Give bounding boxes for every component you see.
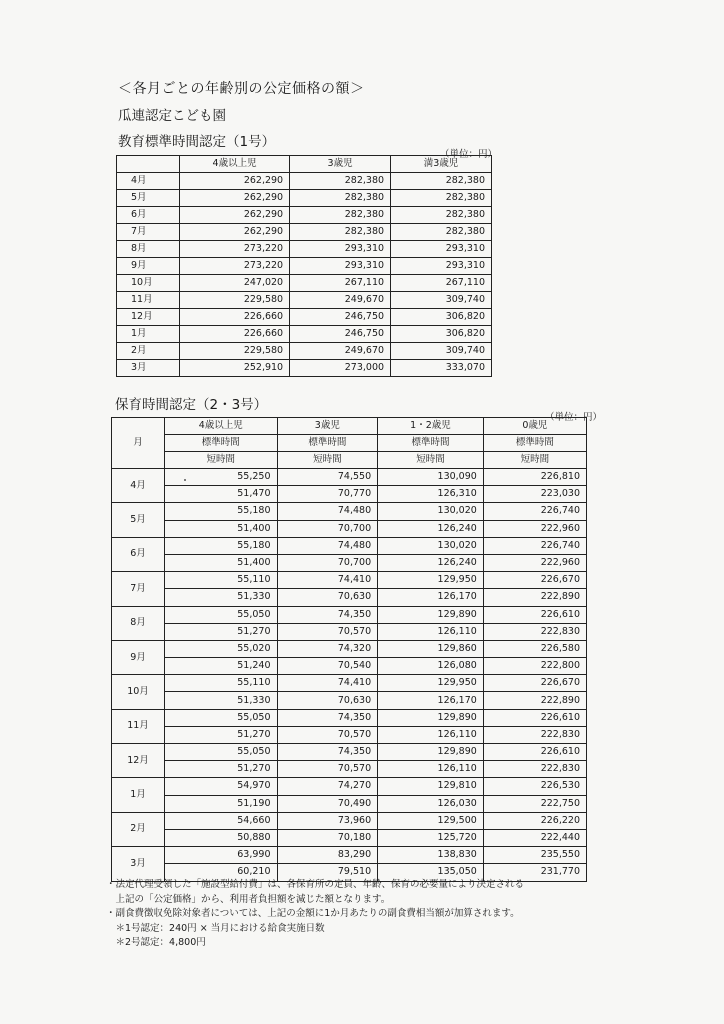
price-cell: 246,750	[290, 309, 391, 326]
note-line: ・法定代理受領した「施設型給付費」は、各保育所の定員、年齢、保育の必要量により決定される	[106, 879, 525, 890]
standard-price-cell: 55,250	[165, 469, 278, 486]
price-cell: 273,000	[290, 360, 391, 377]
table-row	[117, 173, 492, 190]
table-row	[112, 658, 587, 675]
table-row	[117, 224, 492, 241]
short-price-cell: 222,960	[483, 520, 586, 537]
short-price-cell: 223,030	[483, 486, 586, 503]
table-row	[112, 692, 587, 709]
price-cell: 262,290	[180, 207, 290, 224]
table-row	[112, 744, 587, 761]
month-cell: 5月	[117, 190, 180, 207]
month-cell: 4月	[112, 469, 165, 503]
price-cell: 293,310	[391, 241, 492, 258]
short-price-cell: 126,170	[378, 692, 484, 709]
short-price-cell: 70,180	[277, 829, 378, 846]
column-header: 満3歳児	[391, 156, 492, 173]
standard-price-cell: 55,020	[165, 640, 278, 657]
short-price-cell: 79,510	[277, 864, 378, 881]
price-cell: 262,290	[180, 224, 290, 241]
price-cell: 282,380	[290, 224, 391, 241]
month-cell: 12月	[112, 744, 165, 778]
month-cell: 10月	[117, 275, 180, 292]
short-price-cell: 222,960	[483, 554, 586, 571]
standard-price-cell: 73,960	[277, 812, 378, 829]
month-cell: 1月	[117, 326, 180, 343]
standard-price-cell: 74,410	[277, 572, 378, 589]
price-cell: 282,380	[290, 190, 391, 207]
price-cell: 282,380	[391, 224, 492, 241]
price-cell: 333,070	[391, 360, 492, 377]
price-cell: 293,310	[290, 241, 391, 258]
price-cell: 262,290	[180, 190, 290, 207]
table-row	[117, 309, 492, 326]
table-row	[112, 778, 587, 795]
short-price-cell: 222,800	[483, 658, 586, 675]
price-cell: 229,580	[180, 292, 290, 309]
price-cell: 282,380	[391, 207, 492, 224]
short-price-cell: 126,240	[378, 520, 484, 537]
table-row	[117, 258, 492, 275]
table-row	[112, 640, 587, 657]
standard-price-cell: 130,020	[378, 503, 484, 520]
table-row	[117, 207, 492, 224]
price-cell: 293,310	[290, 258, 391, 275]
short-price-cell: 222,830	[483, 623, 586, 640]
short-price-cell: 125,720	[378, 829, 484, 846]
price-cell: 226,660	[180, 326, 290, 343]
table-row	[112, 726, 587, 743]
standard-price-cell: 74,480	[277, 503, 378, 520]
month-cell: 1月	[112, 778, 165, 812]
standard-price-cell: 226,670	[483, 675, 586, 692]
short-price-cell: 70,570	[277, 761, 378, 778]
column-header	[117, 156, 180, 173]
price-cell: 282,380	[391, 173, 492, 190]
short-price-cell: 222,750	[483, 795, 586, 812]
standard-time-label: 標準時間	[165, 435, 278, 452]
section1-unit: （単位：円）	[440, 149, 498, 160]
standard-price-cell: 129,890	[378, 606, 484, 623]
note-line: ＊2号認定：4,800円	[106, 937, 206, 948]
table-row	[112, 572, 587, 589]
short-price-cell: 126,080	[378, 658, 484, 675]
short-time-label: 短時間	[165, 452, 278, 469]
month-cell: 11月	[112, 709, 165, 743]
short-price-cell: 51,240	[165, 658, 278, 675]
month-cell: 3月	[117, 360, 180, 377]
standard-price-cell: 55,050	[165, 709, 278, 726]
short-price-cell: 51,400	[165, 554, 278, 571]
table-row	[112, 709, 587, 726]
standard-price-cell: 74,550	[277, 469, 378, 486]
standard-price-cell: 74,320	[277, 640, 378, 657]
short-time-label: 短時間	[277, 452, 378, 469]
price-cell: 249,670	[290, 343, 391, 360]
document-title: ＜各月ごとの年齢別の公定価格の額＞	[118, 81, 365, 97]
standard-price-cell: 129,950	[378, 675, 484, 692]
price-cell: 273,220	[180, 241, 290, 258]
column-header: 3歳児	[277, 418, 378, 435]
table-row	[112, 503, 587, 520]
short-time-label: 短時間	[378, 452, 484, 469]
table-header-row	[112, 435, 587, 452]
section2-heading: 保育時間認定（2・3号）	[115, 397, 268, 413]
short-price-cell: 222,890	[483, 692, 586, 709]
price-cell: 249,670	[290, 292, 391, 309]
standard-price-cell: 74,480	[277, 537, 378, 554]
short-price-cell: 50,880	[165, 829, 278, 846]
column-header: 4歳以上児	[180, 156, 290, 173]
table-row	[117, 275, 492, 292]
price-cell: 306,820	[391, 309, 492, 326]
short-price-cell: 51,330	[165, 692, 278, 709]
price-cell: 247,020	[180, 275, 290, 292]
month-cell: 11月	[117, 292, 180, 309]
standard-price-cell: 226,740	[483, 537, 586, 554]
short-price-cell: 51,270	[165, 726, 278, 743]
month-header: 月	[112, 418, 165, 469]
month-cell: 9月	[112, 640, 165, 674]
price-cell: 309,740	[391, 292, 492, 309]
short-price-cell: 51,270	[165, 623, 278, 640]
price-cell: 267,110	[290, 275, 391, 292]
section2-unit: （単位：円）	[545, 412, 603, 423]
standard-price-cell: 55,180	[165, 503, 278, 520]
table-row	[117, 343, 492, 360]
table-header-row	[112, 418, 587, 435]
short-price-cell: 51,330	[165, 589, 278, 606]
short-price-cell: 51,400	[165, 520, 278, 537]
standard-price-cell: 129,890	[378, 709, 484, 726]
short-price-cell: 70,630	[277, 692, 378, 709]
standard-price-cell: 74,410	[277, 675, 378, 692]
standard-price-cell: 130,020	[378, 537, 484, 554]
price-cell: 273,220	[180, 258, 290, 275]
standard-price-cell: 226,530	[483, 778, 586, 795]
standard-price-cell: 226,610	[483, 744, 586, 761]
month-cell: 7月	[117, 224, 180, 241]
short-time-label: 短時間	[483, 452, 586, 469]
column-header: 1・2歳児	[378, 418, 484, 435]
standard-price-cell: 55,050	[165, 744, 278, 761]
table-row	[112, 847, 587, 864]
month-cell: 6月	[117, 207, 180, 224]
table-row	[112, 537, 587, 554]
price-cell: 262,290	[180, 173, 290, 190]
table-row	[112, 761, 587, 778]
table-row	[112, 554, 587, 571]
short-price-cell: 70,540	[277, 658, 378, 675]
table-row	[117, 190, 492, 207]
standard-price-cell: 74,350	[277, 709, 378, 726]
standard-price-cell: 226,610	[483, 709, 586, 726]
standard-price-cell: 129,890	[378, 744, 484, 761]
standard-price-cell: 226,220	[483, 812, 586, 829]
price-cell: 267,110	[391, 275, 492, 292]
table-row	[112, 795, 587, 812]
month-cell: 2月	[117, 343, 180, 360]
column-header: 0歳児	[483, 418, 586, 435]
standard-price-cell: 226,740	[483, 503, 586, 520]
short-price-cell: 70,700	[277, 520, 378, 537]
short-price-cell: 222,830	[483, 726, 586, 743]
short-price-cell: 126,310	[378, 486, 484, 503]
table-header-row	[117, 156, 492, 173]
price-cell: 282,380	[290, 173, 391, 190]
table-header-row	[112, 452, 587, 469]
table-row	[112, 589, 587, 606]
standard-price-cell: 74,350	[277, 744, 378, 761]
short-price-cell: 222,830	[483, 761, 586, 778]
standard-price-cell: 129,500	[378, 812, 484, 829]
standard-price-cell: 63,990	[165, 847, 278, 864]
month-cell: 7月	[112, 572, 165, 606]
notes	[106, 878, 524, 951]
table-row	[112, 675, 587, 692]
table-row	[117, 292, 492, 309]
short-price-cell: 70,570	[277, 623, 378, 640]
short-price-cell: 51,270	[165, 761, 278, 778]
standard-price-cell: 226,610	[483, 606, 586, 623]
short-price-cell: 135,050	[378, 864, 484, 881]
month-cell: 6月	[112, 537, 165, 571]
short-price-cell: 222,440	[483, 829, 586, 846]
price-cell: 309,740	[391, 343, 492, 360]
table-row	[112, 486, 587, 503]
table-row	[112, 606, 587, 623]
standard-price-cell: 55,110	[165, 572, 278, 589]
table-row	[112, 520, 587, 537]
short-price-cell: 126,110	[378, 761, 484, 778]
table-row	[117, 241, 492, 258]
short-price-cell: 126,030	[378, 795, 484, 812]
standard-time-label: 標準時間	[277, 435, 378, 452]
short-price-cell: 70,570	[277, 726, 378, 743]
standard-price-cell: 55,110	[165, 675, 278, 692]
price-cell: 229,580	[180, 343, 290, 360]
short-price-cell: 222,890	[483, 589, 586, 606]
price-cell: 293,310	[391, 258, 492, 275]
table-row	[117, 360, 492, 377]
month-cell: 3月	[112, 847, 165, 881]
standard-price-cell: 74,270	[277, 778, 378, 795]
month-cell: 10月	[112, 675, 165, 709]
section1-heading: 教育標準時間認定（1号）	[118, 134, 276, 150]
column-header: 3歳児	[290, 156, 391, 173]
short-price-cell: 126,110	[378, 726, 484, 743]
standard-price-cell: 83,290	[277, 847, 378, 864]
standard-price-cell: 129,810	[378, 778, 484, 795]
month-cell: 5月	[112, 503, 165, 537]
standard-price-cell: 129,950	[378, 572, 484, 589]
education-price-table	[116, 155, 492, 377]
price-cell: 306,820	[391, 326, 492, 343]
facility-name: 瓜連認定こども園	[118, 108, 226, 124]
table-row	[112, 829, 587, 846]
table-row	[117, 326, 492, 343]
price-cell: 226,660	[180, 309, 290, 326]
short-price-cell: 126,240	[378, 554, 484, 571]
short-price-cell: 231,770	[483, 864, 586, 881]
standard-time-label: 標準時間	[483, 435, 586, 452]
standard-price-cell: 235,550	[483, 847, 586, 864]
table-row	[112, 469, 587, 486]
table-row	[112, 623, 587, 640]
short-price-cell: 126,170	[378, 589, 484, 606]
standard-price-cell: 226,670	[483, 572, 586, 589]
standard-price-cell: 54,970	[165, 778, 278, 795]
column-header: 4歳以上児	[165, 418, 278, 435]
short-price-cell: 70,700	[277, 554, 378, 571]
standard-price-cell: 130,090	[378, 469, 484, 486]
short-price-cell: 70,770	[277, 486, 378, 503]
scan-speck	[184, 479, 186, 481]
month-cell: 9月	[117, 258, 180, 275]
price-cell: 246,750	[290, 326, 391, 343]
short-price-cell: 60,210	[165, 864, 278, 881]
table-row	[112, 812, 587, 829]
standard-price-cell: 55,180	[165, 537, 278, 554]
standard-price-cell: 55,050	[165, 606, 278, 623]
short-price-cell: 126,110	[378, 623, 484, 640]
note-line: 上記の「公定価格」から、利用者負担額を減じた額となります。	[106, 893, 391, 905]
standard-time-label: 標準時間	[378, 435, 484, 452]
short-price-cell: 70,630	[277, 589, 378, 606]
short-price-cell: 70,490	[277, 795, 378, 812]
standard-price-cell: 54,660	[165, 812, 278, 829]
standard-price-cell: 226,810	[483, 469, 586, 486]
note-line: ＊1号認定：240円 × 当月における給食実施日数	[106, 922, 325, 934]
month-cell: 12月	[117, 309, 180, 326]
price-cell: 282,380	[290, 207, 391, 224]
standard-price-cell: 226,580	[483, 640, 586, 657]
childcare-price-table	[111, 417, 587, 882]
month-cell: 2月	[112, 812, 165, 846]
short-price-cell: 51,190	[165, 795, 278, 812]
note-line: ・副食費徴収免除対象者については、上記の金額に1か月あたりの副食費相当額が加算されます。	[106, 908, 520, 919]
month-cell: 4月	[117, 173, 180, 190]
month-cell: 8月	[117, 241, 180, 258]
month-cell: 8月	[112, 606, 165, 640]
price-cell: 282,380	[391, 190, 492, 207]
standard-price-cell: 129,860	[378, 640, 484, 657]
standard-price-cell: 74,350	[277, 606, 378, 623]
standard-price-cell: 138,830	[378, 847, 484, 864]
price-cell: 252,910	[180, 360, 290, 377]
short-price-cell: 51,470	[165, 486, 278, 503]
